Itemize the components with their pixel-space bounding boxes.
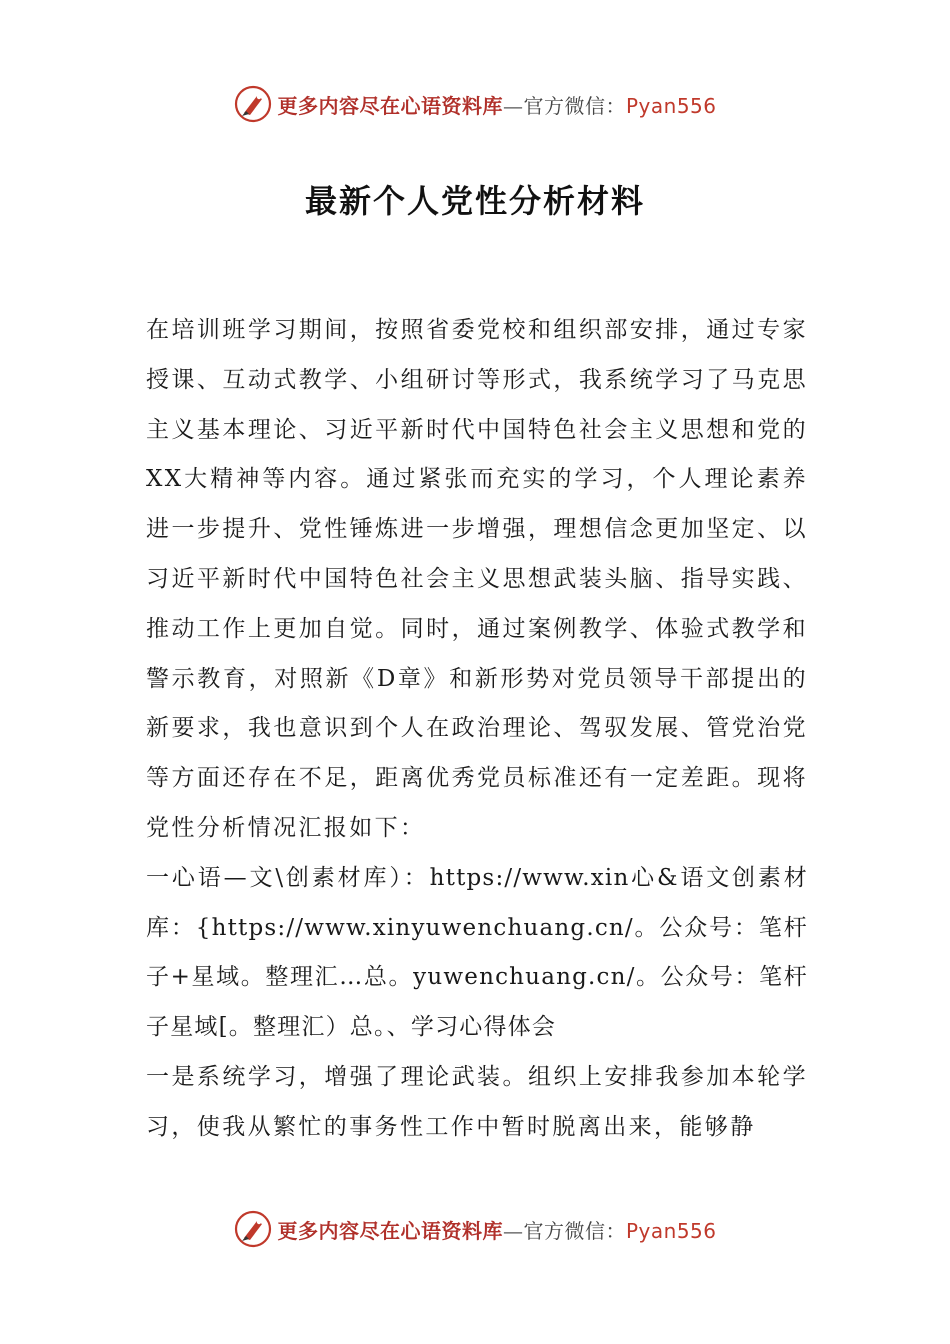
footer-separator: — <box>502 1218 524 1243</box>
document-title: 最新个人党性分析材料 <box>304 182 645 220</box>
header-brand: 更多内容尽在心语资料库 <box>277 93 503 118</box>
paragraph-intro: 在培训班学习期间，按照省委党校和组织部安排，通过专家授课、互动式教学、小组研讨等形式，我系统学习了马克思主义基本理论、习近平新时代中国特色社会主义思想和党的XX大精神等内容。通过紧张而充实的学习，个人理论素养进一步提升、党性锤炼进一步增强，理想信念更加坚定、以习近平新时代中国特色社会主义思想武装头脑、指导实践、推动工作上更加自觉。同时，通过案例教学、体验式教学和警示教育，对照新《D章》和新形势对党员领导干部提出的新要求，我也意识到个人在政治理论、驾驭发展、管党治党等方面还存在不足，距离优秀党员标准还有一定差距。现将党性分析情况汇报如下： <box>146 317 808 841</box>
header-separator: — <box>502 93 524 118</box>
header-text <box>277 90 716 119</box>
paragraph-noise: 一心语—文\创素材库）：https://www.xin心&语文创素材库：{https://www.xinyuwenchuang.cn/。公众号：笔杆子+星域。整理汇…总。yuwenchuang.cn/。公众号：笔杆子星域[。整理汇）总。、学习心得体会 <box>146 864 808 1041</box>
header-banner <box>0 82 950 126</box>
footer-brand: 更多内容尽在心语资料库 <box>277 1218 503 1243</box>
header-wechat-label: 官方微信： <box>523 93 626 118</box>
paragraph-point-one: 一是系统学习，增强了理论武装。组织上安排我参加本轮学习，使我从繁忙的事务性工作中暂时脱离出来，能够静 <box>146 1063 808 1140</box>
pen-nib-icon <box>233 1209 273 1249</box>
footer-wechat-id: Pyan556 <box>625 1218 717 1243</box>
footer-wechat-label: 官方微信： <box>523 1218 626 1243</box>
pen-nib-icon <box>233 84 273 124</box>
footer-banner <box>0 1207 950 1251</box>
document-body <box>146 306 808 1153</box>
footer-text <box>277 1215 716 1244</box>
header-wechat-id: Pyan556 <box>625 93 717 118</box>
